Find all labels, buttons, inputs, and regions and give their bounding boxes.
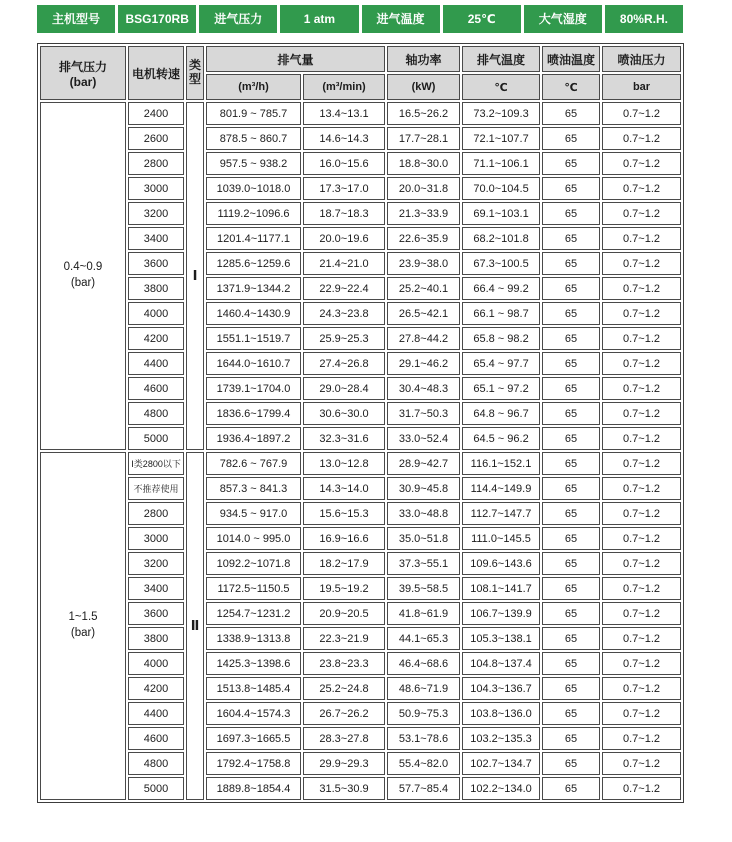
flow-h-cell: 1644.0~1610.7 <box>206 352 301 375</box>
flow-min-cell: 23.8~23.3 <box>303 652 385 675</box>
discharge-temp-cell: 112.7~147.7 <box>462 502 540 525</box>
flow-h-cell: 1513.8~1485.4 <box>206 677 301 700</box>
flow-min-cell: 18.2~17.9 <box>303 552 385 575</box>
table-row <box>40 677 681 700</box>
table-row <box>40 577 681 600</box>
discharge-temp-cell: 65.8 ~ 98.2 <box>462 327 540 350</box>
flow-min-cell: 26.7~26.2 <box>303 702 385 725</box>
motor-speed-cell: 3000 <box>128 527 184 550</box>
flow-h-cell: 1172.5~1150.5 <box>206 577 301 600</box>
oil-injection-pressure-cell: 0.7~1.2 <box>602 602 681 625</box>
flow-min-cell: 28.3~27.8 <box>303 727 385 750</box>
oil-injection-pressure-cell: 0.7~1.2 <box>602 152 681 175</box>
table-row <box>40 727 681 750</box>
shaft-power-cell: 29.1~46.2 <box>387 352 460 375</box>
table-row <box>40 377 681 400</box>
shaft-power-cell: 30.9~45.8 <box>387 477 460 500</box>
shaft-power-cell: 39.5~58.5 <box>387 577 460 600</box>
oil-injection-temp-cell: 65 <box>542 527 600 550</box>
flow-h-cell: 857.3 ~ 841.3 <box>206 477 301 500</box>
oil-injection-temp-cell: 65 <box>542 602 600 625</box>
oil-injection-temp-cell: 65 <box>542 652 600 675</box>
cell-text: (bar) <box>70 627 96 639</box>
spec-value-inlet-temp: 25℃ <box>443 5 521 33</box>
col-oil-temp: 喷油温度 <box>542 46 600 72</box>
oil-injection-temp-cell: 65 <box>542 777 600 800</box>
spec-label-inlet-pressure: 进气压力 <box>199 5 277 33</box>
discharge-temp-cell: 68.2~101.8 <box>462 227 540 250</box>
col-label: 排气压力 <box>58 59 107 74</box>
oil-injection-temp-cell: 65 <box>542 277 600 300</box>
oil-injection-pressure-cell: 0.7~1.2 <box>602 752 681 775</box>
flow-min-cell: 30.6~30.0 <box>303 402 385 425</box>
motor-speed-cell: 3400 <box>128 227 184 250</box>
spec-value-inlet-pressure: 1 atm <box>280 5 358 33</box>
flow-h-cell: 1285.6~1259.6 <box>206 252 301 275</box>
flow-min-cell: 20.9~20.5 <box>303 602 385 625</box>
oil-injection-temp-cell: 65 <box>542 127 600 150</box>
flow-h-cell: 1936.4~1897.2 <box>206 427 301 450</box>
motor-speed-cell: Ⅰ类2800以下 <box>128 452 184 475</box>
col-motor-speed: 电机转速 <box>128 46 184 100</box>
col-unit: (bar) <box>69 74 97 89</box>
motor-speed-cell: 5000 <box>128 777 184 800</box>
oil-injection-pressure-cell: 0.7~1.2 <box>602 277 681 300</box>
flow-h-cell: 1836.6~1799.4 <box>206 402 301 425</box>
discharge-temp-cell: 70.0~104.5 <box>462 177 540 200</box>
motor-speed-cell: 3400 <box>128 577 184 600</box>
table-row <box>40 602 681 625</box>
discharge-temp-cell: 109.6~143.6 <box>462 552 540 575</box>
motor-speed-cell: 4600 <box>128 727 184 750</box>
discharge-temp-cell: 66.1 ~ 98.7 <box>462 302 540 325</box>
cell-text: (bar) <box>70 277 96 289</box>
col-oil-pressure: 喷油压力 <box>602 46 681 72</box>
shaft-power-cell: 50.9~75.3 <box>387 702 460 725</box>
motor-speed-cell: 4200 <box>128 677 184 700</box>
oil-injection-temp-cell: 65 <box>542 677 600 700</box>
shaft-power-cell: 33.0~52.4 <box>387 427 460 450</box>
oil-injection-temp-cell: 65 <box>542 727 600 750</box>
discharge-temp-cell: 71.1~106.1 <box>462 152 540 175</box>
oil-injection-temp-cell: 65 <box>542 102 600 125</box>
flow-min-cell: 32.3~31.6 <box>303 427 385 450</box>
flow-min-cell: 14.6~14.3 <box>303 127 385 150</box>
oil-injection-temp-cell: 65 <box>542 152 600 175</box>
oil-injection-temp-cell: 65 <box>542 352 600 375</box>
table-row <box>40 227 681 250</box>
performance-table <box>37 43 684 803</box>
motor-speed-cell: 4800 <box>128 402 184 425</box>
shaft-power-cell: 28.9~42.7 <box>387 452 460 475</box>
motor-speed-cell: 2600 <box>128 127 184 150</box>
flow-h-cell: 1201.4~1177.1 <box>206 227 301 250</box>
flow-min-cell: 14.3~14.0 <box>303 477 385 500</box>
table-row <box>40 502 681 525</box>
flow-min-cell: 24.3~23.8 <box>303 302 385 325</box>
flow-min-cell: 29.9~29.3 <box>303 752 385 775</box>
flow-h-cell: 1039.0~1018.0 <box>206 177 301 200</box>
flow-h-cell: 1792.4~1758.8 <box>206 752 301 775</box>
flow-h-cell: 957.5 ~ 938.2 <box>206 152 301 175</box>
discharge-temp-cell: 64.5 ~ 96.2 <box>462 427 540 450</box>
flow-h-cell: 878.5 ~ 860.7 <box>206 127 301 150</box>
flow-min-cell: 22.3~21.9 <box>303 627 385 650</box>
shaft-power-cell: 48.6~71.9 <box>387 677 460 700</box>
table-row <box>40 427 681 450</box>
col-type <box>186 46 204 100</box>
motor-speed-cell: 4200 <box>128 327 184 350</box>
motor-speed-cell: 3000 <box>128 177 184 200</box>
type-cell: Ⅱ <box>186 452 204 800</box>
motor-speed-cell: 4400 <box>128 702 184 725</box>
col-discharge-pressure <box>40 46 126 100</box>
oil-injection-pressure-cell: 0.7~1.2 <box>602 677 681 700</box>
oil-injection-pressure-cell: 0.7~1.2 <box>602 652 681 675</box>
discharge-temp-cell: 108.1~141.7 <box>462 577 540 600</box>
cell-text: 1~1.5 <box>68 611 98 624</box>
spec-label-humidity: 大气湿度 <box>524 5 602 33</box>
shaft-power-cell: 35.0~51.8 <box>387 527 460 550</box>
discharge-temp-cell: 104.8~137.4 <box>462 652 540 675</box>
discharge-temp-cell: 116.1~152.1 <box>462 452 540 475</box>
discharge-temp-cell: 106.7~139.9 <box>462 602 540 625</box>
table-row <box>40 752 681 775</box>
header-row-1 <box>40 46 681 72</box>
flow-min-cell: 21.4~21.0 <box>303 252 385 275</box>
col-flow: 排气量 <box>206 46 385 72</box>
shaft-power-cell: 37.3~55.1 <box>387 552 460 575</box>
table-row <box>40 177 681 200</box>
oil-injection-pressure-cell: 0.7~1.2 <box>602 727 681 750</box>
oil-injection-pressure-cell: 0.7~1.2 <box>602 127 681 150</box>
table-body <box>40 102 681 800</box>
oil-injection-pressure-cell: 0.7~1.2 <box>602 427 681 450</box>
flow-h-cell: 1371.9~1344.2 <box>206 277 301 300</box>
motor-speed-cell: 4400 <box>128 352 184 375</box>
table-header <box>40 46 681 100</box>
flow-h-cell: 934.5 ~ 917.0 <box>206 502 301 525</box>
discharge-temp-cell: 69.1~103.1 <box>462 202 540 225</box>
oil-injection-temp-cell: 65 <box>542 202 600 225</box>
table-row <box>40 327 681 350</box>
shaft-power-cell: 57.7~85.4 <box>387 777 460 800</box>
oil-injection-pressure-cell: 0.7~1.2 <box>602 102 681 125</box>
shaft-power-cell: 33.0~48.8 <box>387 502 460 525</box>
table-row <box>40 527 681 550</box>
shaft-power-cell: 20.0~31.8 <box>387 177 460 200</box>
oil-injection-pressure-cell: 0.7~1.2 <box>602 527 681 550</box>
table-row <box>40 277 681 300</box>
table-row <box>40 777 681 800</box>
discharge-temp-cell: 105.3~138.1 <box>462 627 540 650</box>
spec-summary-bar <box>37 5 683 33</box>
flow-h-cell: 1425.3~1398.6 <box>206 652 301 675</box>
motor-speed-cell: 2800 <box>128 152 184 175</box>
motor-speed-cell: 3600 <box>128 602 184 625</box>
shaft-power-cell: 44.1~65.3 <box>387 627 460 650</box>
flow-h-cell: 1697.3~1665.5 <box>206 727 301 750</box>
motor-speed-cell: 3200 <box>128 202 184 225</box>
oil-injection-temp-cell: 65 <box>542 252 600 275</box>
table-row <box>40 302 681 325</box>
flow-h-cell: 1014.0 ~ 995.0 <box>206 527 301 550</box>
flow-h-cell: 1739.1~1704.0 <box>206 377 301 400</box>
oil-injection-pressure-cell: 0.7~1.2 <box>602 552 681 575</box>
table-row <box>40 552 681 575</box>
flow-min-cell: 15.6~15.3 <box>303 502 385 525</box>
table-row <box>40 352 681 375</box>
shaft-power-cell: 21.3~33.9 <box>387 202 460 225</box>
shaft-power-cell: 23.9~38.0 <box>387 252 460 275</box>
discharge-temp-cell: 102.7~134.7 <box>462 752 540 775</box>
oil-injection-pressure-cell: 0.7~1.2 <box>602 327 681 350</box>
oil-injection-pressure-cell: 0.7~1.2 <box>602 352 681 375</box>
col-discharge-temp: 排气温度 <box>462 46 540 72</box>
oil-injection-pressure-cell: 0.7~1.2 <box>602 627 681 650</box>
flow-min-cell: 18.7~18.3 <box>303 202 385 225</box>
flow-min-cell: 13.4~13.1 <box>303 102 385 125</box>
spec-label-inlet-temp: 进气温度 <box>362 5 440 33</box>
col-oil-temp-unit: ℃ <box>542 74 600 100</box>
col-flow-unit-min: (m³/min) <box>303 74 385 100</box>
col-label: 类型 <box>188 58 201 86</box>
motor-speed-cell: 3600 <box>128 252 184 275</box>
flow-min-cell: 29.0~28.4 <box>303 377 385 400</box>
shaft-power-cell: 22.6~35.9 <box>387 227 460 250</box>
flow-min-cell: 20.0~19.6 <box>303 227 385 250</box>
discharge-pressure-range-cell <box>40 102 126 450</box>
shaft-power-cell: 17.7~28.1 <box>387 127 460 150</box>
oil-injection-pressure-cell: 0.7~1.2 <box>602 452 681 475</box>
flow-h-cell: 1889.8~1854.4 <box>206 777 301 800</box>
table-row <box>40 402 681 425</box>
col-power-unit: (kW) <box>387 74 460 100</box>
oil-injection-pressure-cell: 0.7~1.2 <box>602 252 681 275</box>
col-temp-unit: ℃ <box>462 74 540 100</box>
flow-min-cell: 25.2~24.8 <box>303 677 385 700</box>
flow-min-cell: 27.4~26.8 <box>303 352 385 375</box>
discharge-temp-cell: 65.4 ~ 97.7 <box>462 352 540 375</box>
spec-label-model: 主机型号 <box>37 5 115 33</box>
table-row <box>40 152 681 175</box>
motor-speed-cell: 不推荐使用 <box>128 477 184 500</box>
oil-injection-temp-cell: 65 <box>542 427 600 450</box>
oil-injection-temp-cell: 65 <box>542 627 600 650</box>
flow-min-cell: 22.9~22.4 <box>303 277 385 300</box>
shaft-power-cell: 27.8~44.2 <box>387 327 460 350</box>
discharge-temp-cell: 65.1 ~ 97.2 <box>462 377 540 400</box>
motor-speed-cell: 3800 <box>128 277 184 300</box>
oil-injection-temp-cell: 65 <box>542 502 600 525</box>
oil-injection-temp-cell: 65 <box>542 702 600 725</box>
motor-speed-cell: 2800 <box>128 502 184 525</box>
oil-injection-pressure-cell: 0.7~1.2 <box>602 502 681 525</box>
motor-speed-cell: 3200 <box>128 552 184 575</box>
oil-injection-pressure-cell: 0.7~1.2 <box>602 702 681 725</box>
flow-h-cell: 801.9 ~ 785.7 <box>206 102 301 125</box>
flow-min-cell: 17.3~17.0 <box>303 177 385 200</box>
oil-injection-temp-cell: 65 <box>542 227 600 250</box>
oil-injection-temp-cell: 65 <box>542 577 600 600</box>
flow-min-cell: 16.0~15.6 <box>303 152 385 175</box>
oil-injection-temp-cell: 65 <box>542 302 600 325</box>
flow-h-cell: 1551.1~1519.7 <box>206 327 301 350</box>
cell-text: 0.4~0.9 <box>63 261 103 274</box>
discharge-temp-cell: 104.3~136.7 <box>462 677 540 700</box>
shaft-power-cell: 26.5~42.1 <box>387 302 460 325</box>
discharge-temp-cell: 73.2~109.3 <box>462 102 540 125</box>
motor-speed-cell: 3800 <box>128 627 184 650</box>
table-row <box>40 252 681 275</box>
table-row <box>40 627 681 650</box>
oil-injection-temp-cell: 65 <box>542 177 600 200</box>
spec-value-model: BSG170RB <box>118 5 196 33</box>
type-cell: Ⅰ <box>186 102 204 450</box>
flow-h-cell: 1254.7~1231.2 <box>206 602 301 625</box>
discharge-temp-cell: 111.0~145.5 <box>462 527 540 550</box>
discharge-temp-cell: 103.8~136.0 <box>462 702 540 725</box>
flow-h-cell: 1119.2~1096.6 <box>206 202 301 225</box>
motor-speed-cell: 2400 <box>128 102 184 125</box>
table-row <box>40 652 681 675</box>
oil-injection-pressure-cell: 0.7~1.2 <box>602 477 681 500</box>
col-oil-pressure-unit: bar <box>602 74 681 100</box>
flow-h-cell: 782.6 ~ 767.9 <box>206 452 301 475</box>
oil-injection-temp-cell: 65 <box>542 477 600 500</box>
table-row <box>40 452 681 475</box>
oil-injection-pressure-cell: 0.7~1.2 <box>602 377 681 400</box>
flow-min-cell: 31.5~30.9 <box>303 777 385 800</box>
discharge-temp-cell: 114.4~149.9 <box>462 477 540 500</box>
discharge-temp-cell: 72.1~107.7 <box>462 127 540 150</box>
table-row <box>40 202 681 225</box>
oil-injection-temp-cell: 65 <box>542 752 600 775</box>
shaft-power-cell: 55.4~82.0 <box>387 752 460 775</box>
oil-injection-temp-cell: 65 <box>542 402 600 425</box>
motor-speed-cell: 4800 <box>128 752 184 775</box>
discharge-temp-cell: 66.4 ~ 99.2 <box>462 277 540 300</box>
oil-injection-pressure-cell: 0.7~1.2 <box>602 402 681 425</box>
shaft-power-cell: 25.2~40.1 <box>387 277 460 300</box>
oil-injection-pressure-cell: 0.7~1.2 <box>602 227 681 250</box>
motor-speed-cell: 5000 <box>128 427 184 450</box>
flow-min-cell: 16.9~16.6 <box>303 527 385 550</box>
oil-injection-pressure-cell: 0.7~1.2 <box>602 777 681 800</box>
flow-h-cell: 1460.4~1430.9 <box>206 302 301 325</box>
oil-injection-pressure-cell: 0.7~1.2 <box>602 177 681 200</box>
shaft-power-cell: 41.8~61.9 <box>387 602 460 625</box>
discharge-pressure-range-cell <box>40 452 126 800</box>
motor-speed-cell: 4600 <box>128 377 184 400</box>
motor-speed-cell: 4000 <box>128 652 184 675</box>
oil-injection-temp-cell: 65 <box>542 452 600 475</box>
discharge-temp-cell: 64.8 ~ 96.7 <box>462 402 540 425</box>
oil-injection-temp-cell: 65 <box>542 377 600 400</box>
oil-injection-pressure-cell: 0.7~1.2 <box>602 202 681 225</box>
col-flow-unit-h: (m³/h) <box>206 74 301 100</box>
col-shaft-power: 轴功率 <box>387 46 460 72</box>
flow-min-cell: 13.0~12.8 <box>303 452 385 475</box>
discharge-temp-cell: 103.2~135.3 <box>462 727 540 750</box>
oil-injection-pressure-cell: 0.7~1.2 <box>602 577 681 600</box>
oil-injection-pressure-cell: 0.7~1.2 <box>602 302 681 325</box>
table-row <box>40 702 681 725</box>
shaft-power-cell: 18.8~30.0 <box>387 152 460 175</box>
shaft-power-cell: 16.5~26.2 <box>387 102 460 125</box>
table-row <box>40 477 681 500</box>
oil-injection-temp-cell: 65 <box>542 327 600 350</box>
motor-speed-cell: 4000 <box>128 302 184 325</box>
flow-h-cell: 1092.2~1071.8 <box>206 552 301 575</box>
shaft-power-cell: 46.4~68.6 <box>387 652 460 675</box>
table-row <box>40 127 681 150</box>
flow-min-cell: 25.9~25.3 <box>303 327 385 350</box>
discharge-temp-cell: 102.2~134.0 <box>462 777 540 800</box>
table-row <box>40 102 681 125</box>
flow-min-cell: 19.5~19.2 <box>303 577 385 600</box>
flow-h-cell: 1604.4~1574.3 <box>206 702 301 725</box>
shaft-power-cell: 31.7~50.3 <box>387 402 460 425</box>
shaft-power-cell: 30.4~48.3 <box>387 377 460 400</box>
discharge-temp-cell: 67.3~100.5 <box>462 252 540 275</box>
spec-value-humidity: 80%R.H. <box>605 5 683 33</box>
shaft-power-cell: 53.1~78.6 <box>387 727 460 750</box>
oil-injection-temp-cell: 65 <box>542 552 600 575</box>
flow-h-cell: 1338.9~1313.8 <box>206 627 301 650</box>
